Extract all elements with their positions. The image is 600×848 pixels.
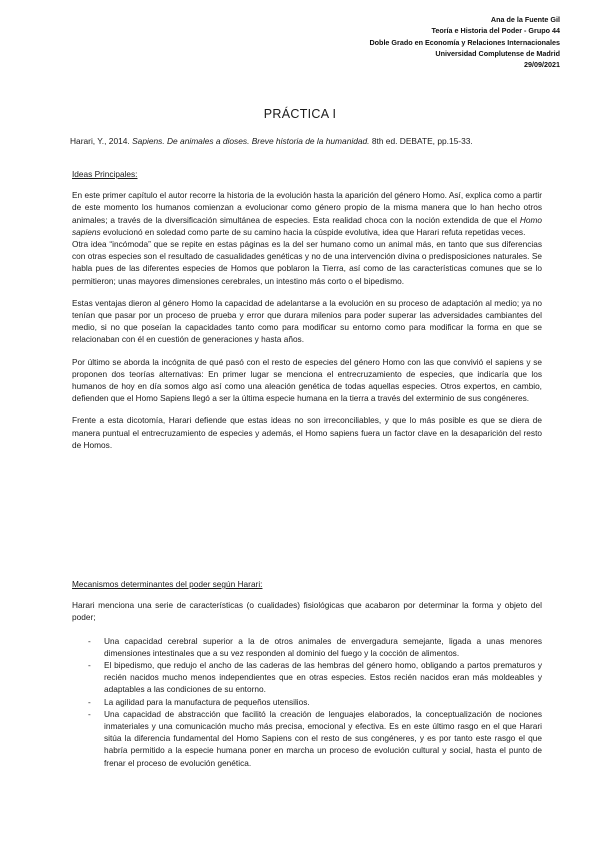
- section-heading-main-ideas: Ideas Principales:: [72, 169, 138, 179]
- list-item: - Una capacidad de abstracción que facilitó la creación de lenguajes elaborados, la conceptualización de nociones inmateriales y una comunicación mucho más precisa, emocional y efectiva. Es en este último rasgo en el que Harari sitúa la diferencia fundamental del Homo Sapiens con el resto de sus congéneres, y es por tanto este rasgo el que habría permitido a la especie humana poner en marcha un proceso de evolución cultural y social, hasta el punto de frenar el proceso de evolución genética.: [88, 708, 542, 768]
- reference-book-title: Sapiens. De animales a dioses. Breve historia de la humanidad.: [132, 136, 370, 146]
- paragraph-4: Por último se aborda la incógnita de qué pasó con el resto de especies del género Homo con las que convivió el sapiens y se proponen dos teorías alternativas: En primer lugar se menciona el entrecruzamiento de especies, que indicaría que los humanos de hoy en día somos algo así como una aleación genética de todas aquellas especies. Otros expertos, en cambio, defienden que el Homo Sapiens llegó a ser la última especie humana en la tierra a través del exterminio de sus congéneres.: [72, 356, 542, 404]
- document-date: 29/09/2021: [524, 60, 560, 70]
- dash-bullet: -: [88, 696, 91, 707]
- reference-edition: 8th ed. DEBATE, pp.15-33.: [369, 136, 473, 146]
- section-power-mechanisms: [72, 578, 542, 769]
- degree-name: Doble Grado en Economía y Relaciones Internacionales: [369, 37, 560, 47]
- dash-bullet: -: [88, 708, 91, 719]
- mechanisms-list: [72, 635, 542, 769]
- paragraph-1: En este primer capítulo el autor recorre la historia de la evolución hasta la aparición del género Homo. Así, explica como a partir de este momento los humanos comienzan a evolucionar como género propio de la misma manera que lo han hecho otros animales; a través de la diversificación simultánea de especies. Esta realidad choca con la noción extendida de que el Homo sapiens evolucionó en soledad como parte de su camino hacia la cúspide evolutiva, idea que Harari refuta repetidas veces.: [72, 190, 542, 237]
- author-header: [369, 14, 560, 70]
- section-main-ideas: [72, 168, 542, 451]
- dash-bullet: -: [88, 660, 91, 671]
- author-name: Ana de la Fuente Gil: [490, 15, 560, 24]
- paragraph-3: Estas ventajas dieron al género Homo la capacidad de adelantarse a la evolución en su proceso de adaptación al medio; ya no tenían que pasar por un proceso de prueba y error que durara milenios para poder superar las adversidades cambiantes del medio, si no que poseían la capacidades tanto como para modificar su entorno como para modificar la forma en que se relacionaban con él en cuestión de generaciones y hasta años.: [72, 297, 542, 345]
- mechanisms-intro: Harari menciona una serie de características (o cualidades) fisiológicas que acabaron por determinar la forma y objeto del poder;: [72, 600, 542, 623]
- bibliographic-reference: [70, 135, 550, 147]
- paragraph-5: Frente a esta dicotomía, Harari defiende que estas ideas no son irreconciliables, y que lo más posible es que se diera de manera puntual el entrecruzamiento de especies y además, el Homo sapiens fuera un factor clave en la desaparición del resto de Homos.: [72, 415, 542, 450]
- list-item: - El bipedismo, que redujo el ancho de las caderas de las hembras del género homo, obligando a partos prematuros y recién nacidos mucho menos independientes que en otras especies. Estos recién nacidos eran más moldeables y adaptables a las condiciones de su entorno.: [88, 660, 542, 695]
- section-heading-power-mechanisms: Mecanismos determinantes del poder según Harari:: [72, 579, 263, 589]
- paragraph-2: Otra idea “incómoda” que se repite en estas páginas es la del ser humano como un animal más, en tanto que sus diferencias con otras especies son el resultado de casualidades genéticas y no de una intervención divina o predisposiciones naturales. Se habla pues de las diferentes especies de Homos que poblaron la Tierra, así como de las características comunes que se lo permitieron; unas mayores dimensiones cerebrales, un intestino más corto o el bipedismo.: [72, 239, 542, 286]
- course-name: Teoría e Historia del Poder - Grupo 44: [431, 26, 560, 36]
- university-name: Universidad Complutense de Madrid: [435, 48, 560, 58]
- reference-author: Harari, Y., 2014.: [70, 136, 133, 146]
- list-item: - Una capacidad cerebral superior a la de otros animales de envergadura semejante, ligada a unas menores dimensiones intestinales que a su vez responden al dominio del fuego y la cocción de alimentos.: [88, 635, 542, 658]
- dash-bullet: -: [88, 635, 91, 646]
- list-item: - La agilidad para la manufactura de pequeños utensilios.: [88, 696, 310, 707]
- page-title: PRÁCTICA I: [263, 107, 337, 121]
